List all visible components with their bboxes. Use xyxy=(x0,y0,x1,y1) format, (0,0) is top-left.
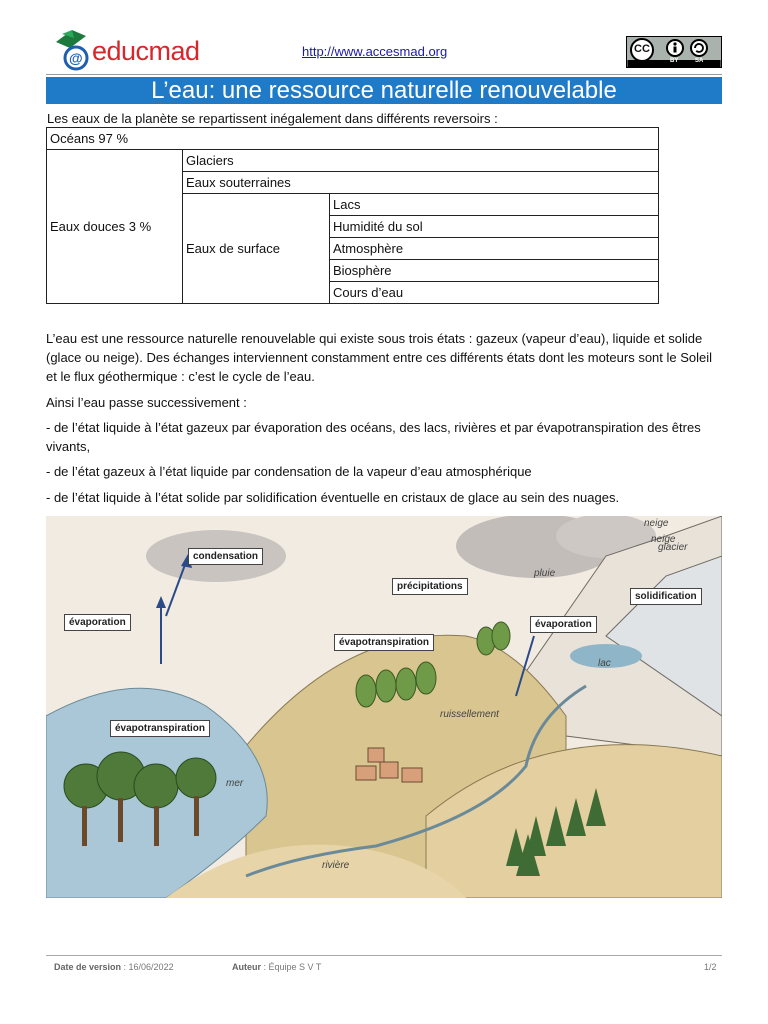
author-info xyxy=(232,962,321,972)
water-cycle-illustration xyxy=(46,516,722,898)
label-condensation: condensation xyxy=(188,548,263,565)
glaciers-cell: Glaciers xyxy=(183,150,659,172)
fresh-water-cell: Eaux douces 3 % xyxy=(47,150,183,304)
label-evaporation-sea: évaporation xyxy=(64,614,131,631)
site-link[interactable]: http://www.accesmad.org xyxy=(302,44,448,59)
water-reservoir-table xyxy=(46,127,659,304)
cc-sa: SA xyxy=(695,58,704,64)
label-snow-top: neige xyxy=(644,518,669,529)
version-date xyxy=(54,962,174,972)
page-number: 1/2 xyxy=(704,962,717,972)
label-solidification: solidification xyxy=(630,588,702,605)
footer-divider xyxy=(46,955,722,956)
surface-item-cell: Atmosphère xyxy=(330,238,659,260)
transition-intro: Ainsi l’eau passe successivement : xyxy=(46,395,247,410)
landscape-drawing xyxy=(46,516,722,898)
label-glacier: glacier xyxy=(658,542,688,553)
label-river: rivière xyxy=(322,860,350,871)
label-precipitations: précipitations xyxy=(392,578,468,595)
table-row xyxy=(47,128,659,150)
label-snow: neige xyxy=(651,534,676,545)
surface-item-cell: Cours d’eau xyxy=(330,282,659,304)
intro-text: Les eaux de la planète se repartissent inégalement dans différents reversoirs : xyxy=(47,111,498,126)
water-states-paragraph: L’eau est une ressource naturelle renouvelable qui existe sous trois états : gazeux (vapeur d’eau), liquide et solide (glace ou neige). Des échanges interviennent constamment entre ces différents états dont les moteurs sont le Soleil et le flux géothermique : c’est le cycle de l’eau. xyxy=(46,331,713,384)
logo-icon xyxy=(52,26,92,72)
label-sea: mer xyxy=(226,778,244,789)
surface-item-cell: Lacs xyxy=(330,194,659,216)
cc-by: BY xyxy=(670,58,679,64)
version-date-value: : 16/06/2022 xyxy=(121,962,174,972)
cc-text: CC xyxy=(634,43,650,55)
author-label: Auteur xyxy=(232,962,261,972)
surface-item-cell: Humidité du sol xyxy=(330,216,659,238)
svg-text:@: @ xyxy=(69,50,83,66)
author-value: : Équipe S V T xyxy=(261,962,322,972)
transition-solidification: - de l’état liquide à l’état solide par solidification éventuelle en cristaux de glace au sein des nuages. xyxy=(46,490,620,505)
header-divider xyxy=(46,74,722,75)
surface-item-cell: Biosphère xyxy=(330,260,659,282)
label-evaporation-lake: évaporation xyxy=(530,616,597,633)
transition-condensation: - de l’état gazeux à l’état liquide par condensation de la vapeur d’eau atmosphérique xyxy=(46,464,532,479)
label-evapotranspiration-hills: évapotranspiration xyxy=(334,634,434,651)
label-rain: pluie xyxy=(534,568,556,579)
oceans-cell: Océans 97 % xyxy=(47,128,659,150)
brand-name: educmad xyxy=(92,36,200,66)
cc-license-badge[interactable] xyxy=(626,36,722,68)
label-evapotranspiration-trees: évapotranspiration xyxy=(110,720,210,737)
label-runoff: ruissellement xyxy=(440,709,499,720)
groundwater-cell: Eaux souterraines xyxy=(183,172,659,194)
surface-water-cell: Eaux de surface xyxy=(183,194,330,304)
label-lake: lac xyxy=(598,658,611,669)
table-row xyxy=(47,150,659,172)
version-date-label: Date de version xyxy=(54,962,122,972)
transition-evaporation: - de l’état liquide à l’état gazeux par évaporation des océans, des lacs, rivières et par évapotranspiration des êtres vivants, xyxy=(46,420,701,454)
page-title: L’eau: une ressource naturelle renouvelable xyxy=(46,77,722,104)
